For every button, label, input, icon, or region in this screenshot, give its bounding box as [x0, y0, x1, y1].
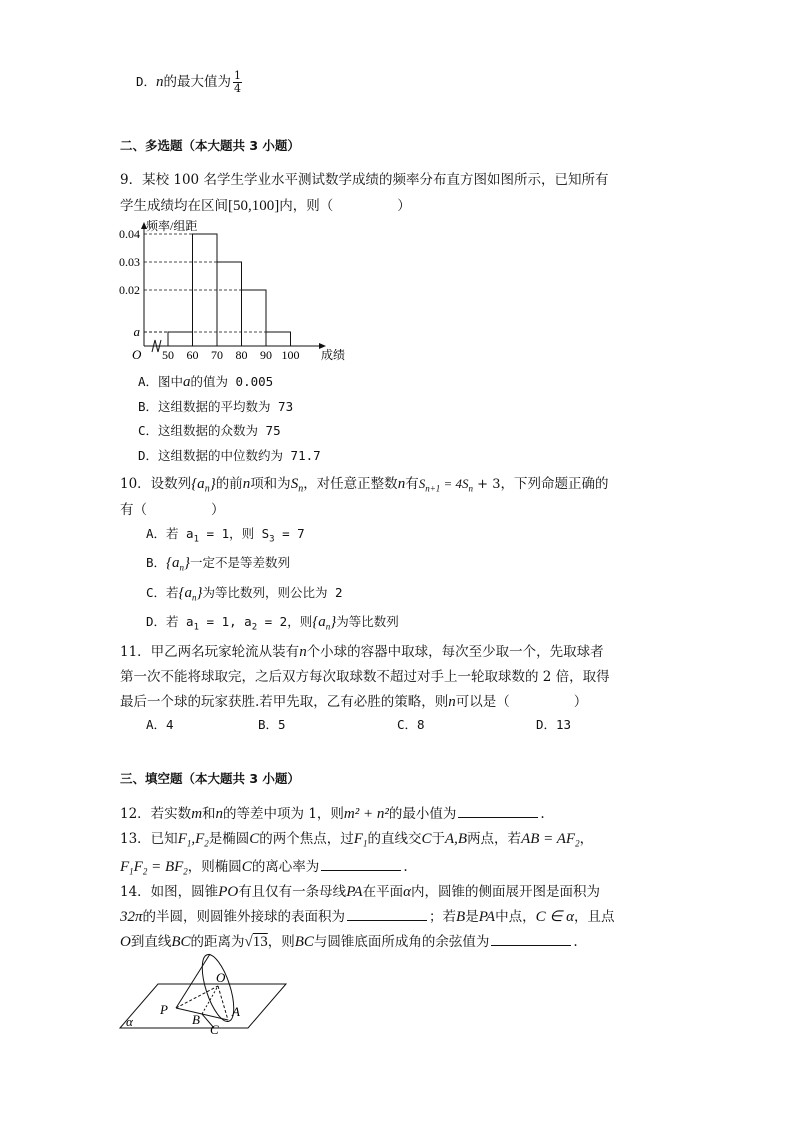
- q10-option-c: C．若$\{a_n\}$为等比数列，则公比为 2: [146, 585, 343, 603]
- q8-option-d: D．n的最大值为 $\frac{1}{4}$: [136, 69, 242, 95]
- q13-line2: $F_1F_2 = BF_2$，则椭圆C的离心率为 .: [120, 859, 408, 877]
- x-axis-label: 成绩: [321, 348, 346, 362]
- answer-blank: [458, 805, 538, 818]
- q10-option-b: B．$\{a_n\}$一定不是等差数列: [146, 555, 291, 573]
- q14-line2: 32π的半圆，则圆锥外接球的表面积为 ；若B是PA中点，C ∈ α，且点: [120, 909, 615, 925]
- x-tick-label: 70: [211, 348, 223, 362]
- cone-figure: [118, 948, 288, 1038]
- q9-line2: 学生成绩均在区间[50,100]内，则（ ）: [120, 198, 411, 214]
- q10-option-d: D．若 $a_1 = 1$, $a_2 = 2$，则$\{a_n\}$为等比数列: [146, 614, 399, 633]
- answer-blank: [321, 858, 401, 871]
- q9-option-a: A．图中a的值为 0.005: [138, 374, 274, 390]
- y-tick-label: 0.02: [119, 283, 140, 297]
- fraction: $\frac{1}{4}$: [234, 69, 242, 95]
- x-tick-label: 90: [260, 348, 272, 362]
- section-heading-multiple-choice: 二、多选题（本大题共 3 小题）: [120, 138, 300, 153]
- label-O: O: [216, 970, 226, 985]
- q11-option-b: B．5: [258, 717, 286, 732]
- q11-line2: 第一次不能将球取完，之后双方每次取球数不超过对手上一轮取球数的 2 倍，取得: [120, 669, 610, 685]
- q11-line3: 最后一个球的玩家获胜.若甲先取，乙有必胜的策略，则n可以是（ ）: [120, 694, 588, 710]
- axis-break-mark: [152, 340, 161, 352]
- label-alpha: α: [126, 1014, 133, 1029]
- histogram-bar: [242, 290, 267, 346]
- origin-label: O: [132, 347, 142, 362]
- x-tick-label: 50: [162, 348, 174, 362]
- x-tick-label: 80: [235, 348, 248, 362]
- y-tick-label: 0.04: [119, 227, 140, 241]
- label-A: A: [232, 1004, 240, 1019]
- y-tick-label: a: [133, 324, 140, 339]
- label-B: B: [192, 1012, 200, 1027]
- y-tick-label: 0.03: [119, 255, 140, 269]
- frequency-histogram: [118, 216, 348, 362]
- histogram-bar: [266, 332, 291, 346]
- q9-option-d: D．这组数据的中位数约为 71.7: [138, 448, 321, 463]
- q9-line1: 9．某校 100 名学生学业水平测试数学成绩的频率分布直方图如图所示，已知所有: [120, 172, 609, 188]
- q11-line1: 11．甲乙两名玩家轮流从装有n个小球的容器中取球，每次至少取一个，先取球者: [120, 644, 604, 660]
- y-axis-label: 频率/组距: [146, 219, 198, 233]
- section-heading-fill-in: 三、填空题（本大题共 3 小题）: [120, 771, 300, 786]
- answer-blank: [491, 933, 571, 946]
- q13-line1: 13．已知$F_1,F_2$是椭圆C的两个焦点，过$F_1$的直线交C于A,B两点，若AB = $AF_2$，: [120, 831, 594, 849]
- x-tick-label: 60: [186, 348, 199, 362]
- label-C: C: [210, 1022, 219, 1037]
- q9-option-b: B．这组数据的平均数为 73: [138, 399, 294, 414]
- q10-option-a: A．若 $a_1 = 1$，则 $S_3 = 7$: [146, 526, 305, 545]
- q11-option-c: C．8: [397, 717, 425, 732]
- answer-blank: [347, 908, 427, 921]
- q12: 12．若实数m和n的等差中项为 1，则m² + n²的最小值为 .: [120, 806, 545, 822]
- histogram-bar: [168, 332, 193, 346]
- x-tick-label: 100: [281, 348, 300, 362]
- q10-line1: 10．设数列$\{a_n\}$的前n项和为$S_n$，对任意正整数n有$S_{n+1} = 4S_n + 3$，下列命题正确的: [120, 476, 609, 495]
- q11-option-d: D．13: [536, 717, 572, 732]
- q10-line2: 有（ ）: [120, 502, 225, 518]
- label-P: P: [160, 1002, 168, 1017]
- plane-alpha: [120, 984, 286, 1028]
- q9-option-c: C．这组数据的众数为 75: [138, 423, 281, 438]
- q11-option-a: A．4: [146, 717, 174, 732]
- histogram-bar: [217, 262, 242, 346]
- q14-line3: O到直线BC的距离为√13，则BC与圆锥底面所成角的余弦值为 .: [120, 934, 578, 950]
- q14-line1: 14．如图，圆锥PO有且仅有一条母线PA在平面α内，圆锥的侧面展开图是面积为: [120, 884, 600, 900]
